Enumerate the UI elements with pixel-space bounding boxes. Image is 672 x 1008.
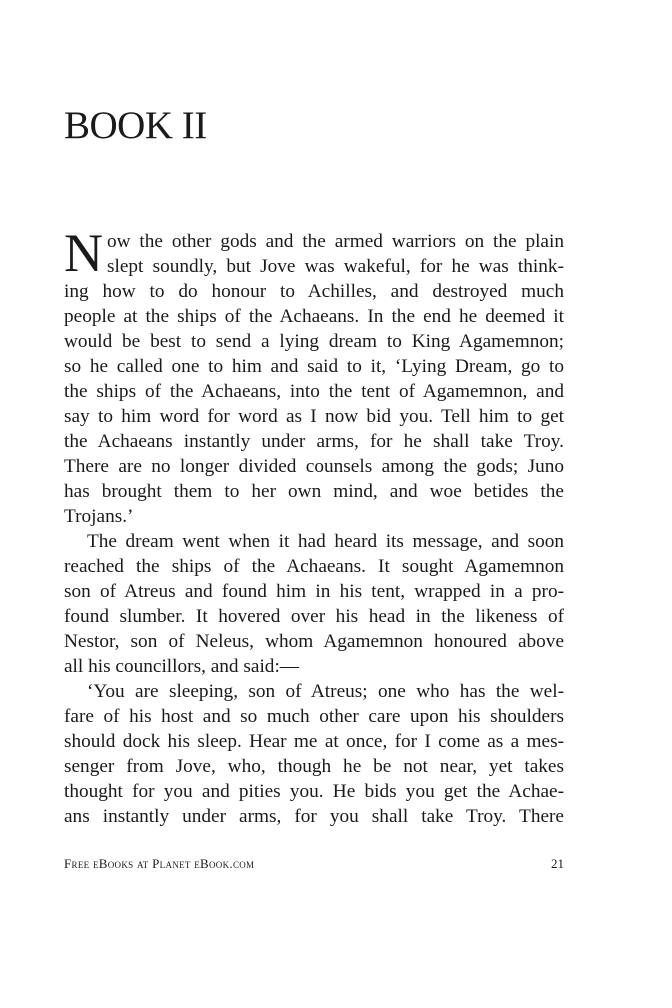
text-line: The dream went when it had heard its message, and soon bbox=[87, 531, 564, 552]
text-line: ans instantly under arms, for you shall take Troy. There bbox=[64, 806, 564, 827]
footer-source: Free eBooks at Planet eBook.com bbox=[64, 856, 255, 871]
text-line: has brought them to her own mind, and woe betides the bbox=[64, 481, 564, 502]
text-line: reached the ships of the Achaeans. It sought Agamemnon bbox=[64, 556, 564, 577]
paragraph-3 bbox=[64, 679, 564, 829]
text-line: son of Atreus and found him in his tent, wrapped in a pro- bbox=[64, 581, 564, 602]
text-line: Nestor, son of Neleus, whom Agamemnon honoured above bbox=[64, 631, 564, 652]
text-line: ow the other gods and the armed warriors on the plain bbox=[107, 231, 564, 252]
text-line: should dock his sleep. Hear me at once, for I come as a mes- bbox=[64, 731, 564, 752]
text-line: senger from Jove, who, though he be not near, yet takes bbox=[64, 756, 564, 777]
text-line: There are no longer divided counsels among the gods; Juno bbox=[64, 456, 564, 477]
text-line: fare of his host and so much other care upon his shoulders bbox=[64, 706, 564, 727]
text-line: ‘You are sleeping, son of Atreus; one who has the wel- bbox=[87, 681, 564, 702]
text-line: so he called one to him and said to it, ‘Lying Dream, go to bbox=[64, 356, 564, 377]
text-line: the Achaeans instantly under arms, for he shall take Troy. bbox=[64, 431, 564, 452]
text-line: slept soundly, but Jove was wakeful, for he was think- bbox=[107, 256, 564, 277]
text-line: ing how to do honour to Achilles, and destroyed much bbox=[64, 281, 564, 302]
paragraph-2 bbox=[64, 529, 564, 679]
paragraph-1 bbox=[64, 223, 564, 529]
text-line: all his councillors, and said:— bbox=[64, 656, 300, 677]
text-line: thought for you and pities you. He bids you get the Achae- bbox=[64, 781, 564, 802]
body-text bbox=[64, 223, 564, 829]
text-line: say to him word for word as I now bid you. Tell him to get bbox=[64, 406, 564, 427]
text-line: the ships of the Achaeans, into the tent of Agamemnon, and bbox=[64, 381, 564, 402]
text-line: would be best to send a lying dream to King Agamemnon; bbox=[64, 331, 564, 352]
drop-cap: N bbox=[64, 223, 103, 283]
text-line: people at the ships of the Achaeans. In the end he deemed it bbox=[64, 306, 564, 327]
page-footer bbox=[64, 856, 564, 872]
text-line: Trojans.’ bbox=[64, 506, 134, 527]
page-number: 21 bbox=[551, 856, 564, 871]
text-line: found slumber. It hovered over his head in the likeness of bbox=[64, 606, 564, 627]
chapter-title: BOOK II bbox=[64, 104, 207, 147]
